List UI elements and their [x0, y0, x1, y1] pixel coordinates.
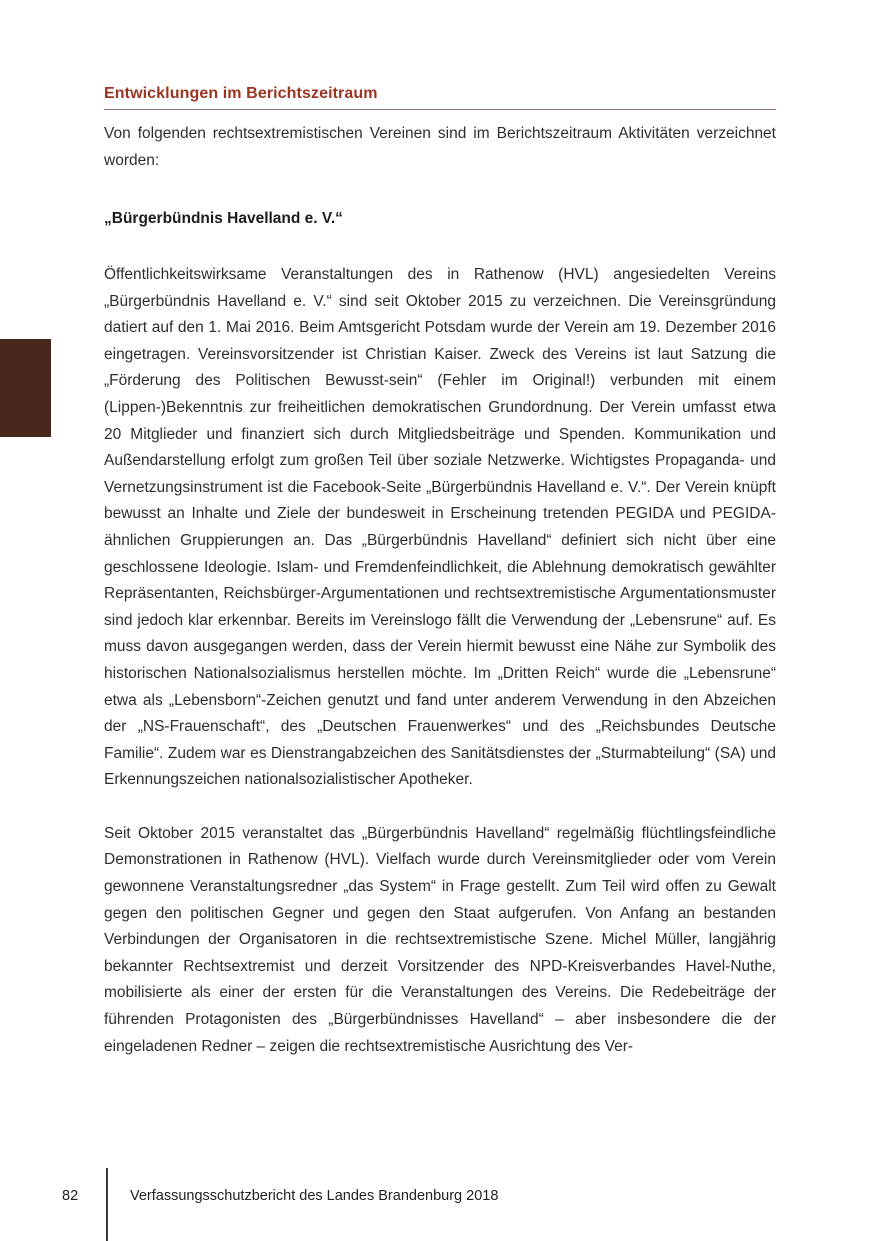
- chapter-tab-marker: [0, 339, 51, 437]
- footer-text: Verfassungsschutzbericht des Landes Brandenburg 2018: [130, 1188, 499, 1204]
- body-paragraph-2: Seit Oktober 2015 veranstaltet das „Bürgerbündnis Havelland“ regelmäßig flüchtlingsfeindliche Demonstrationen in Rathenow (HVL). Vielfach wurde durch Vereinsmitglieder oder vom Verein gewonnene Veranstaltungsredner „das System“ in Frage gestellt. Zum Teil wird offen zu Gewalt gegen den politischen Gegner und gegen den Staat aufgerufen. Von Anfang an bestanden Verbindungen der Organisatoren in die rechtsextremistische Szene. Michel Müller, langjährig bekannter Rechtsextremist und derzeit Vorsitzender des NPD-Kreisverbandes Havel-Nuthe, mobilisierte als einer der ersten für die Veranstaltungen des Vereins. Die Redebeiträge der führenden Protagonisten des „Bürgerbündnisses Havelland“ – aber insbesondere die der eingeladenen Redner – zeigen die rechtsextremistische Ausrichtung des Ver-: [104, 824, 776, 1055]
- body-paragraph-1: Öffentlichkeitswirksame Veranstaltungen des in Rathenow (HVL) angesiedelten Vereins „Bürgerbündnis Havelland e. V.“ sind seit Oktober 2015 zu verzeichnen. Die Vereinsgründung datiert auf den 1. Mai 2016. Beim Amtsgericht Potsdam wurde der Verein am 19. Dezember 2016 eingetragen. Vereinsvorsitzender ist Christian Kaiser. Zweck des Vereins ist laut Satzung die „Förderung des Politischen Bewusst-sein“ (Fehler im Original!) verbunden mit einem (Lippen-)Bekenntnis zur freiheitlichen demokratischen Grundordnung. Der Verein umfasst etwa 20 Mitglieder und finanziert sich durch Mitgliedsbeiträge und Spenden. Kommunikation und Außendarstellung erfolgt zum großen Teil über soziale Netzwerke. Wichtigstes Propaganda- und Vernetzungsinstrument ist die Facebook-Seite „Bürgerbündnis Havelland e. V.“. Der Verein knüpft bewusst an Inhalte und Ziele der bundesweit in Erscheinung tretenden PEGIDA und PEGIDA-ähnlichen Gruppierungen an. Das „Bürgerbündnis Havelland“ definiert sich nicht über eine geschlossene Ideologie. Islam- und Fremdenfeindlichkeit, die Ablehnung demokratisch gewählter Repräsentanten, Reichsbürger-Argumentationen und rechtsextremistische Argumentationsmuster sind jedoch klar erkennbar. Bereits im Vereinslogo fällt die Verwendung der „Lebensrune“ auf. Es muss davon ausgegangen werden, dass der Verein hiermit bewusst eine Nähe zur Symbolik des historischen Nationalsozialismus herstellen möchte. Im „Dritten Reich“ wurde die „Lebensrune“ etwa als „Lebensborn“-Zeichen genutzt und fand unter anderem Verwendung in den Abzeichen der „NS-Frauenschaft“, des „Deutschen Frauenwerkes“ und des „Reichsbundes Deutsche Familie“. Zudem war es Dienstrangabzeichen des Sanitätsdienstes der „Sturmabteilung“ (SA) und Erkennungszeichen nationalsozialistischer Apotheker.: [104, 266, 776, 789]
- intro-paragraph: Von folgenden rechtsextremistischen Vereinen sind im Berichtszeitraum Aktivitäten verzeichnet worden:: [104, 125, 776, 169]
- footer-divider: [106, 1168, 108, 1241]
- section-heading: Entwicklungen im Berichtszeitraum: [104, 85, 776, 110]
- association-subheading: „Bürgerbündnis Havelland e. V.“: [104, 210, 343, 227]
- page-number: 82: [62, 1188, 79, 1204]
- page-content: [104, 85, 776, 1060]
